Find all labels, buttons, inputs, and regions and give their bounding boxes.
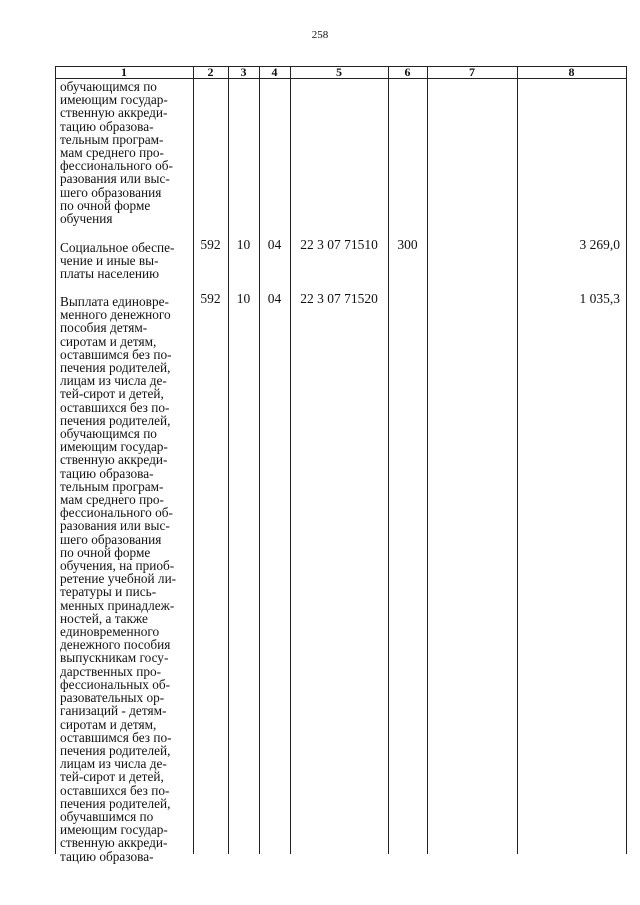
column-divider	[290, 66, 291, 854]
column-divider	[193, 66, 194, 854]
section-code: 10	[236, 291, 251, 306]
row-description: обучающимся по имеющим государ- ственную аккреди- тацию образова- тельным програм- мам среднего про- фессионального об- разования или выс- шего образования по очной форме обучения	[60, 79, 173, 227]
column-divider	[259, 66, 260, 854]
section-code: 10	[236, 237, 251, 252]
target-article-code: 22 3 07 71520	[300, 291, 378, 306]
header-cell-3: 3	[240, 65, 247, 79]
row-description: Выплата единовре- менного денежного пособия детям- сиротам и детям, оставшимся без по- печения родителей, лицам из числа де- тей-сирот и детей, оставшихся без по- печения родителей, обучающимся по имеющим государ- ственную аккреди- тацию образова- тельным програм- мам среднего про- фессионального об- разования или выс- шего образования по очной форме обучения, на приоб- ретение учебной ли- тературы и пись- менных принадлеж- ностей, а также единовременного денежного пособия выпускникам госу- дарственных про- фессиональных об- разовательных ор- ганизаций - детям- сиротам и детям, оставшимся без по- печения родителей, лицам из числа де- тей-сирот и детей, оставшихся без по- печения родителей, обучавшимся по имеющим государ- ственную аккреди- тацию образова-	[60, 294, 177, 864]
subsection-code: 04	[267, 291, 282, 306]
target-article-code: 22 3 07 71510	[300, 237, 378, 252]
header-cell-8: 8	[568, 65, 575, 79]
header-cell-2: 2	[207, 65, 214, 79]
header-cell-5: 5	[336, 65, 342, 79]
column-divider	[626, 66, 627, 854]
ministry-code: 592	[200, 291, 221, 306]
column-divider	[517, 66, 518, 854]
amount: 3 269,0	[579, 237, 620, 252]
header-cell-7: 7	[469, 65, 475, 79]
column-divider	[55, 66, 56, 854]
header-cell-1: 1	[121, 65, 127, 79]
header-cell-4: 4	[271, 65, 278, 79]
ministry-code: 592	[200, 237, 221, 252]
column-divider	[228, 66, 229, 854]
header-cell-6: 6	[404, 65, 411, 79]
amount: 1 035,3	[579, 291, 620, 306]
subsection-code: 04	[267, 237, 282, 252]
expense-type-code: 300	[397, 237, 418, 252]
page-number: 258	[311, 29, 329, 41]
row-description: Социальное обеспе- чение и иные вы- платы населению	[60, 240, 175, 282]
column-divider	[388, 66, 389, 854]
column-divider	[427, 66, 428, 854]
